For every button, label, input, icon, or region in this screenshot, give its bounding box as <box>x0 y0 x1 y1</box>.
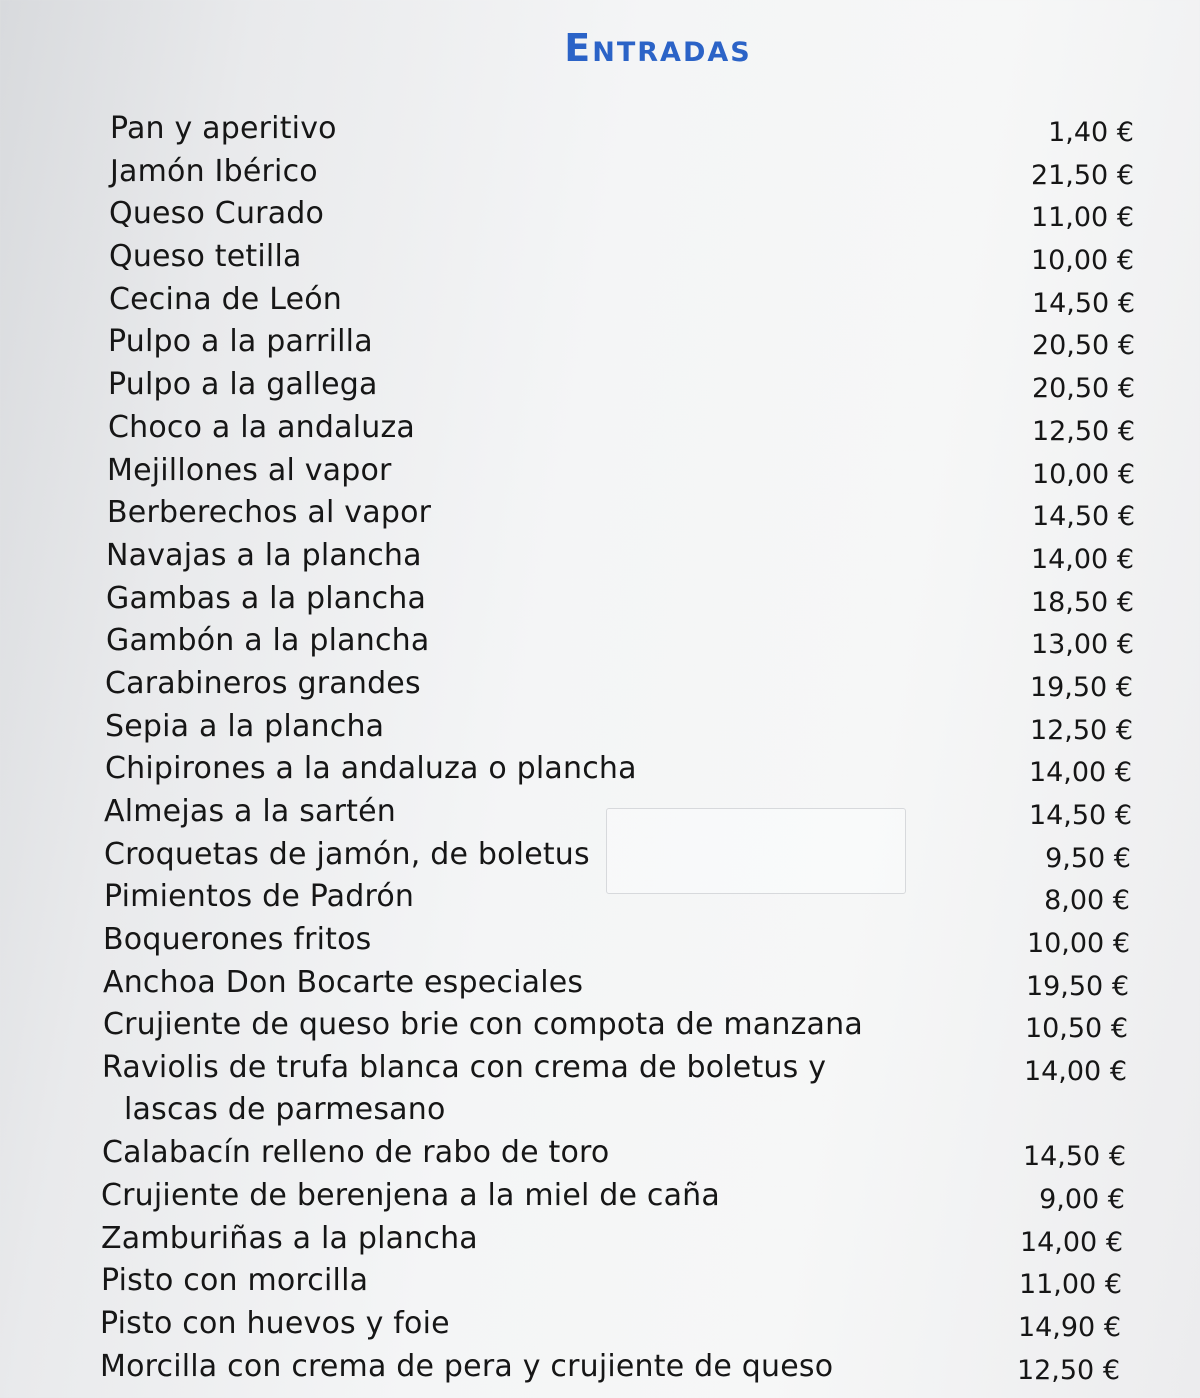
menu-item <box>0 915 1200 958</box>
item-price: 14,50 € <box>1022 1141 1126 1173</box>
item-price: 12,50 € <box>1029 714 1133 746</box>
menu-item <box>0 1000 1200 1043</box>
item-name: Mejillones al vapor <box>107 452 392 488</box>
menu-item <box>0 403 1200 446</box>
item-price: 9,00 € <box>1039 1183 1125 1215</box>
item-price: 1,40 € <box>1048 117 1134 148</box>
item-price: 14,50 € <box>1031 287 1135 319</box>
menu-item <box>0 360 1200 403</box>
item-price: 20,50 € <box>1031 330 1135 362</box>
item-price: 10,00 € <box>1026 928 1130 960</box>
menu-item <box>0 104 1200 147</box>
item-price: 19,50 € <box>1029 671 1133 703</box>
menu-item <box>0 616 1200 659</box>
item-name: Raviolis de trufa blanca con crema de boletus y <box>102 1050 827 1086</box>
item-name: Sepia a la plancha <box>105 708 385 744</box>
item-name: Gambón a la plancha <box>106 623 430 659</box>
menu-item <box>0 574 1200 617</box>
item-price: 19,50 € <box>1025 970 1129 1002</box>
menu-item <box>0 1043 1200 1128</box>
item-name: Carabineros grandes <box>105 665 421 701</box>
item-name: Pisto con morcilla <box>101 1263 369 1299</box>
item-name: Berberechos al vapor <box>107 495 432 531</box>
item-price: 18,50 € <box>1030 586 1134 618</box>
item-name: Zamburiñas a la plancha <box>101 1220 478 1256</box>
item-name: Queso Curado <box>109 196 325 232</box>
menu-item <box>0 1171 1200 1214</box>
item-price: 11,00 € <box>1030 202 1134 234</box>
section-title: Entradas <box>564 26 752 70</box>
menu-item <box>0 702 1200 745</box>
item-price: 12,50 € <box>1031 415 1135 447</box>
item-name: Crujiente de berenjena a la miel de caña <box>101 1177 720 1213</box>
item-name: Chipirones a la andaluza o plancha <box>105 751 637 787</box>
item-price: 14,00 € <box>1019 1226 1123 1258</box>
item-name-continuation: lascas de parmesano <box>124 1092 446 1128</box>
item-name: Queso tetilla <box>109 239 302 275</box>
item-price: 14,00 € <box>1023 1056 1127 1088</box>
item-name: Pulpo a la gallega <box>108 367 378 403</box>
item-name: Pimientos de Padrón <box>104 879 415 915</box>
item-name: Anchoa Don Bocarte especiales <box>103 964 584 1000</box>
item-name: Pulpo a la parrilla <box>108 324 373 360</box>
item-price: 9,50 € <box>1045 842 1131 874</box>
item-name: Navajas a la plancha <box>106 537 422 573</box>
menu-item <box>0 787 1200 830</box>
item-name: Gambas a la plancha <box>106 580 427 616</box>
item-name: Croquetas de jamón, de boletus <box>104 836 590 872</box>
item-name-block <box>102 1047 826 1131</box>
menu-item <box>0 958 1200 1001</box>
item-price: 13,00 € <box>1030 629 1134 661</box>
item-name: Morcilla con crema de pera y crujiente de queso <box>100 1348 834 1384</box>
item-price: 14,00 € <box>1028 757 1132 789</box>
item-price: 10,00 € <box>1031 458 1135 490</box>
menu-item <box>0 531 1200 574</box>
item-price: 14,00 € <box>1030 543 1134 575</box>
menu-item <box>0 446 1200 489</box>
item-price: 10,00 € <box>1030 245 1134 277</box>
menu-item <box>0 830 1200 873</box>
menu-item <box>0 1299 1200 1342</box>
item-name: Crujiente de queso brie con compota de manzana <box>103 1007 863 1043</box>
menu-item <box>0 1128 1200 1171</box>
item-name: Cecina de León <box>109 281 343 317</box>
menu-item <box>0 232 1200 275</box>
menu-item <box>0 659 1200 702</box>
item-price: 8,00 € <box>1044 885 1130 917</box>
menu-item <box>0 1342 1200 1385</box>
menu-item <box>0 872 1200 915</box>
item-price: 14,50 € <box>1028 800 1132 831</box>
menu-item <box>0 189 1200 232</box>
item-price: 14,50 € <box>1031 501 1135 533</box>
menu-item <box>0 275 1200 318</box>
menu-list <box>0 104 1200 1384</box>
menu-item <box>0 147 1200 190</box>
item-name: Pisto con huevos y foie <box>100 1305 450 1341</box>
item-name: Choco a la andaluza <box>108 409 415 445</box>
menu-item <box>0 744 1200 787</box>
item-price: 20,50 € <box>1031 373 1135 405</box>
menu-item <box>0 1214 1200 1257</box>
item-price: 14,90 € <box>1017 1311 1121 1343</box>
item-name: Calabacín relleno de rabo de toro <box>102 1135 610 1171</box>
item-price: 11,00 € <box>1018 1269 1122 1301</box>
item-name: Pan y aperitivo <box>110 111 337 146</box>
item-name: Almejas a la sartén <box>104 794 396 829</box>
item-price: 21,50 € <box>1030 159 1134 191</box>
item-price: 12,50 € <box>1016 1354 1120 1386</box>
item-name: Boquerones fritos <box>103 922 372 958</box>
menu-item <box>0 488 1200 531</box>
menu-item <box>0 1256 1200 1299</box>
item-price: 10,50 € <box>1024 1013 1128 1045</box>
menu-item <box>0 317 1200 360</box>
item-name: Jamón Ibérico <box>110 153 318 189</box>
